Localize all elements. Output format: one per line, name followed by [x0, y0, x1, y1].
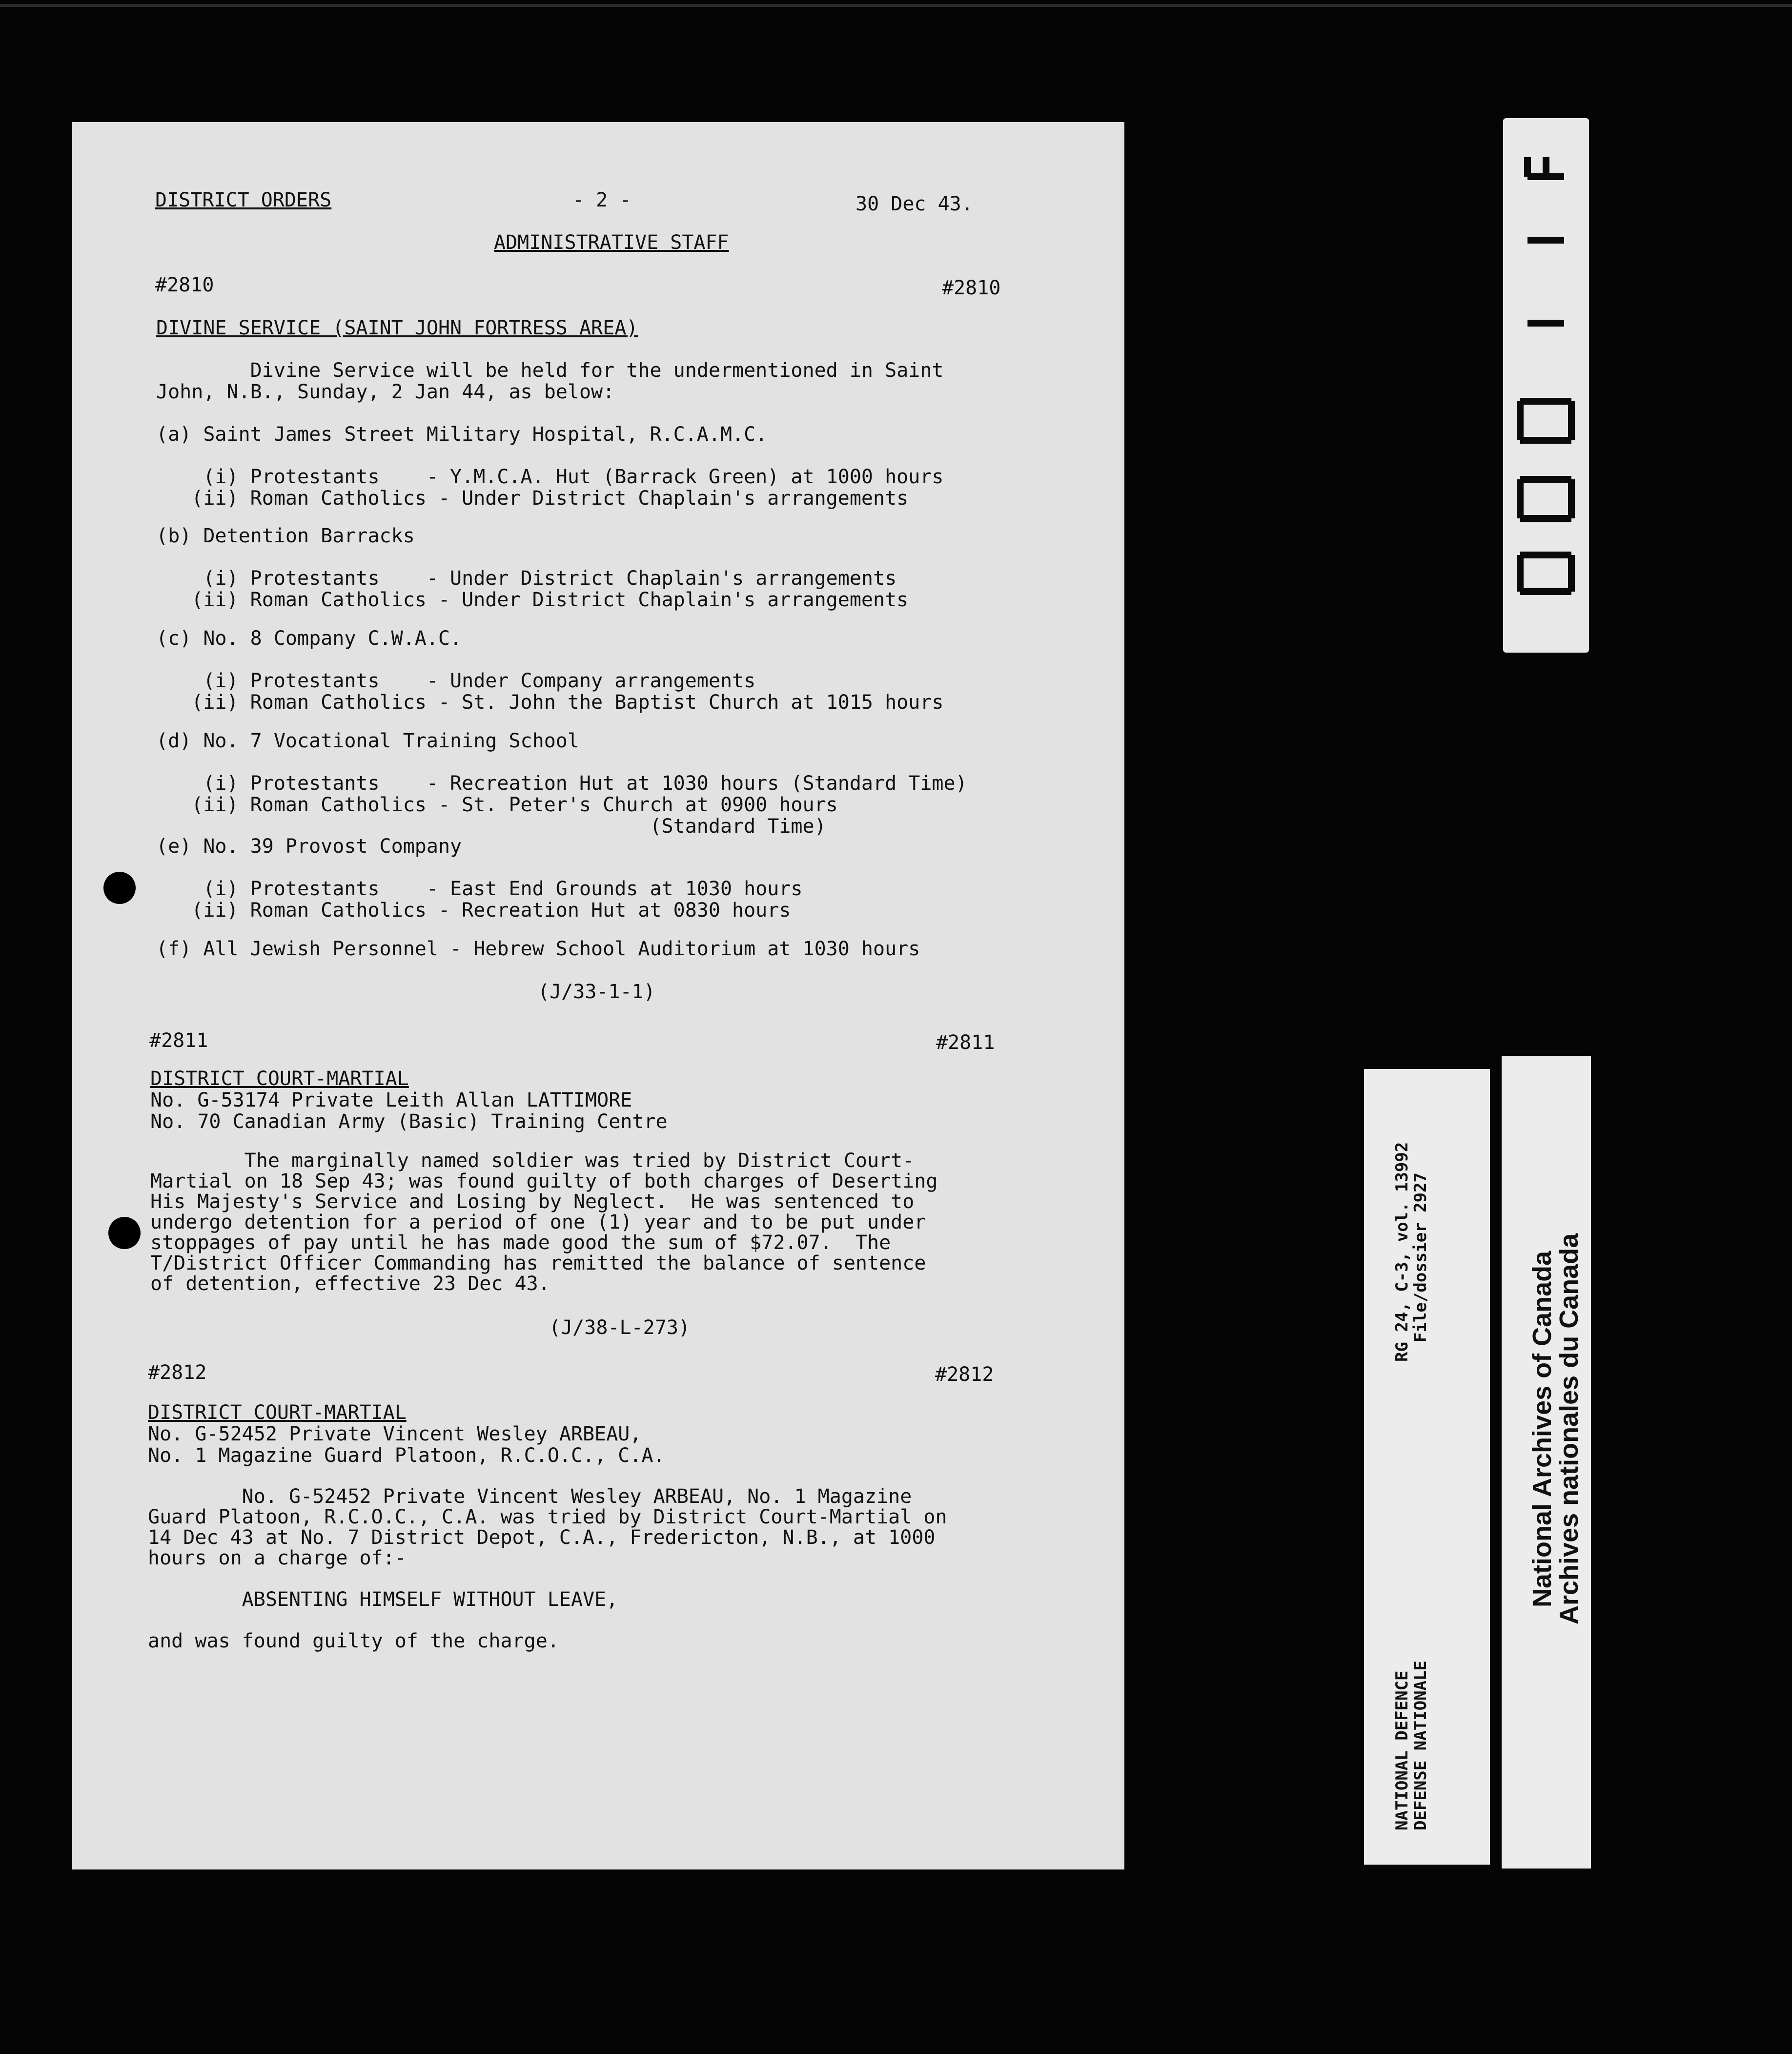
order-paragraph-line: of detention, effective 23 Dec 43.	[150, 1273, 550, 1295]
service-line: (i) Protestants - Under Company arrangements	[156, 670, 756, 692]
service-line: (i) Protestants - Recreation Hut at 1030 hours (Standard Time)	[156, 772, 967, 795]
file-reference: (J/33-1-1)	[538, 981, 655, 1003]
document-page	[72, 122, 1124, 1869]
order-paragraph-line: Martial on 18 Sep 43; was found guilty of both charges of Deserting	[150, 1170, 938, 1192]
service-line: (i) Protestants - Under District Chaplain's arrangements	[156, 567, 897, 590]
reference-line: File/dossier 2927	[1411, 1172, 1430, 1342]
reference-label	[1364, 1069, 1490, 1865]
order-paragraph-line: Divine Service will be held for the undermentioned in Saint	[156, 359, 944, 382]
unit-heading: (e) No. 39 Provost Company	[156, 835, 462, 858]
service-line: (ii) Roman Catholics - Under District Chaplain's arrangements	[156, 487, 909, 510]
order-subject: No. 70 Canadian Army (Basic) Training Centre	[150, 1110, 668, 1133]
unit-heading: (d) No. 7 Vocational Training School	[156, 730, 579, 752]
unit-heading: (b) Detention Barracks	[156, 525, 415, 547]
order-subject: No. G-52452 Private Vincent Wesley ARBEAU,	[148, 1423, 642, 1445]
archives-name-fr: Archives nationales du Canada	[1554, 1233, 1584, 1624]
order-paragraph-line: No. G-52452 Private Vincent Wesley ARBEAU, No. 1 Magazine	[148, 1485, 912, 1508]
charge-text: ABSENTING HIMSELF WITHOUT LEAVE,	[148, 1588, 618, 1611]
file-reference: (J/38-L-273)	[549, 1316, 690, 1339]
service-line: (i) Protestants - East End Grounds at 1030 hours	[156, 878, 803, 900]
closing-line: and was found guilty of the charge.	[148, 1630, 559, 1652]
archives-label	[1502, 1056, 1591, 1869]
archives-name-en: National Archives of Canada	[1527, 1251, 1557, 1607]
unit-heading: (c) No. 8 Company C.W.A.C.	[156, 627, 462, 650]
order-title: DISTRICT COURT-MARTIAL	[150, 1068, 409, 1090]
film-top-edge	[0, 4, 1792, 7]
order-title: DISTRICT COURT-MARTIAL	[148, 1401, 407, 1424]
reference-line: RG 24, C-3, vol. 13992	[1392, 1142, 1412, 1362]
service-line: (ii) Roman Catholics - Recreation Hut at 0830 hours	[156, 899, 791, 922]
department-line: DEFENSE NATIONALE	[1411, 1661, 1430, 1830]
order-title: DIVINE SERVICE (SAINT JOHN FORTRESS AREA)	[156, 317, 638, 339]
order-paragraph-line: stoppages of pay until he has made good the sum of $72.07. The	[150, 1232, 891, 1254]
service-line: (Standard Time)	[156, 815, 826, 838]
frame-number	[1503, 118, 1589, 653]
order-paragraph-line: undergo detention for a period of one (1) year and to be put under	[150, 1211, 926, 1233]
order-number-left: #2812	[148, 1361, 207, 1384]
order-number-right: #2812	[935, 1363, 994, 1386]
order-paragraph-line: The marginally named soldier was tried by District Court-	[150, 1150, 915, 1172]
order-paragraph-line: John, N.B., Sunday, 2 Jan 44, as below:	[156, 381, 615, 403]
order-paragraph-line: hours on a charge of:-	[148, 1547, 407, 1569]
frame-number-digits	[1520, 157, 1571, 592]
order-paragraph-line: Guard Platoon, R.C.O.C., C.A. was tried by District Court-Martial on	[148, 1506, 947, 1528]
header-date: 30 Dec 43.	[855, 193, 973, 215]
order-number-right: #2811	[936, 1031, 995, 1054]
order-paragraph-line: 14 Dec 43 at No. 7 District Depot, C.A., Fredericton, N.B., at 1000	[148, 1526, 936, 1549]
service-line: (ii) Roman Catholics - Under District Chaplain's arrangements	[156, 589, 909, 611]
order-subject: No. G-53174 Private Leith Allan LATTIMORE	[150, 1089, 632, 1111]
order-number-left: #2811	[149, 1029, 208, 1052]
section-title: ADMINISTRATIVE STAFF	[494, 231, 729, 254]
order-number-right: #2810	[942, 277, 1001, 299]
order-subject: No. 1 Magazine Guard Platoon, R.C.O.C., C.A.	[148, 1444, 665, 1467]
header-title: DISTRICT ORDERS	[155, 189, 332, 211]
page-number: - 2 -	[572, 189, 631, 211]
service-line: (i) Protestants - Y.M.C.A. Hut (Barrack Green) at 1000 hours	[156, 466, 944, 488]
service-line: (ii) Roman Catholics - St. John the Baptist Church at 1015 hours	[156, 691, 944, 714]
order-number-left: #2810	[155, 274, 214, 296]
jewish-service-line: (f) All Jewish Personnel - Hebrew School Auditorium at 1030 hours	[156, 938, 920, 960]
service-line: (ii) Roman Catholics - St. Peter's Church at 0900 hours	[156, 794, 838, 816]
order-paragraph-line: T/District Officer Commanding has remitted the balance of sentence	[150, 1252, 926, 1274]
punch-hole	[108, 1217, 141, 1249]
department-line: NATIONAL DEFENCE	[1392, 1670, 1412, 1830]
unit-heading: (a) Saint James Street Military Hospital, R.C.A.M.C.	[156, 423, 768, 446]
order-paragraph-line: His Majesty's Service and Losing by Neglect. He was sentenced to	[150, 1191, 915, 1213]
punch-hole	[103, 872, 136, 904]
